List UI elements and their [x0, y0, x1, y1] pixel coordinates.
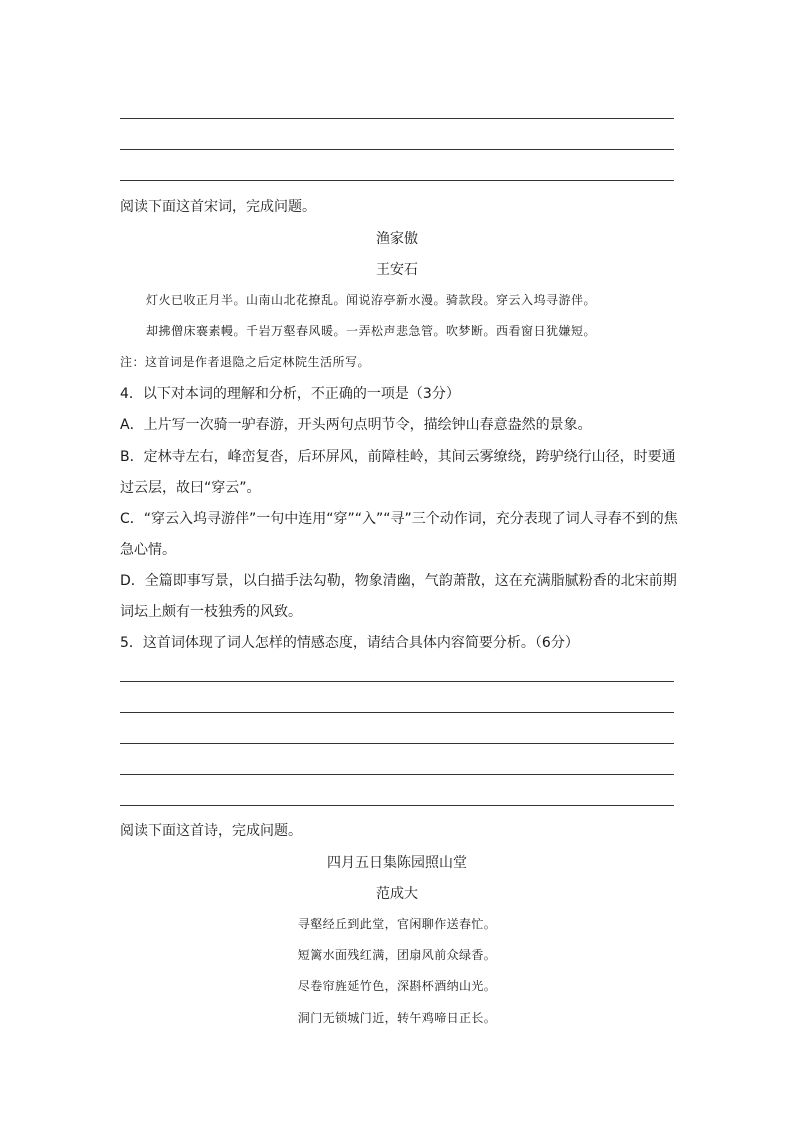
- answer-line: [120, 118, 674, 119]
- ci-title: 渔家傲: [376, 231, 418, 247]
- answer-line: [120, 180, 674, 181]
- option-d-line-2: 词坛上颇有一枝独秀的风致。: [120, 604, 302, 620]
- ci-author: 王安石: [376, 262, 418, 278]
- question5-stem: 5．这首词体现了词人怎样的情感态度，请结合具体内容简要分析。（6分）: [120, 635, 579, 651]
- poem-line-2: 短篱水面残红满，团扇风前众绿香。: [297, 948, 497, 962]
- section2-intro: 阅读下面这首诗，完成问题。: [120, 823, 302, 839]
- ci-line-1: 灯火已收正月半。山南山北花撩乱。闻说洊亭新水漫。骑款段。穿云入坞寻游伴。: [146, 293, 597, 307]
- answer-line[interactable]: [120, 712, 674, 713]
- poem-title: 四月五日集陈园照山堂: [327, 855, 467, 871]
- poem-author: 范成大: [376, 886, 418, 902]
- ci-note: 注：这首词是作者退隐之后定林院生活所写。: [120, 355, 371, 369]
- option-b-line-2: 过云层，故曰“穿云”。: [120, 480, 261, 496]
- option-a: A．上片写一次骑一驴春游，开头两句点明节令，描绘钟山春意盎然的景象。: [120, 417, 592, 433]
- question4-stem: 4．以下对本词的理解和分析，不正确的一项是（3分）: [120, 386, 460, 402]
- poem-line-1: 寻壑经丘到此堂，官闲聊作送春忙。: [297, 917, 497, 931]
- answer-line[interactable]: [120, 805, 674, 806]
- poem-line-3: 尽卷帘旌延竹色，深斟杯酒纳山光。: [297, 979, 497, 993]
- answer-line[interactable]: [120, 743, 674, 744]
- option-b-line-1: B．定林寺左右，峰峦复沓，后环屏风，前障桂岭，其间云雾缭绕，跨驴绕行山径，时要通: [120, 449, 676, 465]
- section1-intro: 阅读下面这首宋词，完成问题。: [120, 199, 316, 215]
- option-c-line-2: 急心情。: [120, 542, 176, 558]
- answer-line[interactable]: [120, 774, 674, 775]
- option-d-line-1: D．全篇即事写景，以白描手法勾勒，物象清幽，气韵萧散，这在充满脂腻粉香的北宋前期: [120, 573, 677, 589]
- answer-line[interactable]: [120, 681, 674, 682]
- option-c-line-1: C．“穿云入坞寻游伴”一句中连用“穿”“入”“寻”三个动作词，充分表现了词人寻春不到的焦: [120, 511, 678, 527]
- answer-line: [120, 149, 674, 150]
- poem-line-4: 洞门无锁城门近，转午鸡啼日正长。: [297, 1011, 497, 1025]
- ci-line-2: 却拂僧床褰素幔。千岩万壑春风暖。一弄松声悲急管。吹梦断。西看窗日犹嫌短。: [146, 324, 597, 338]
